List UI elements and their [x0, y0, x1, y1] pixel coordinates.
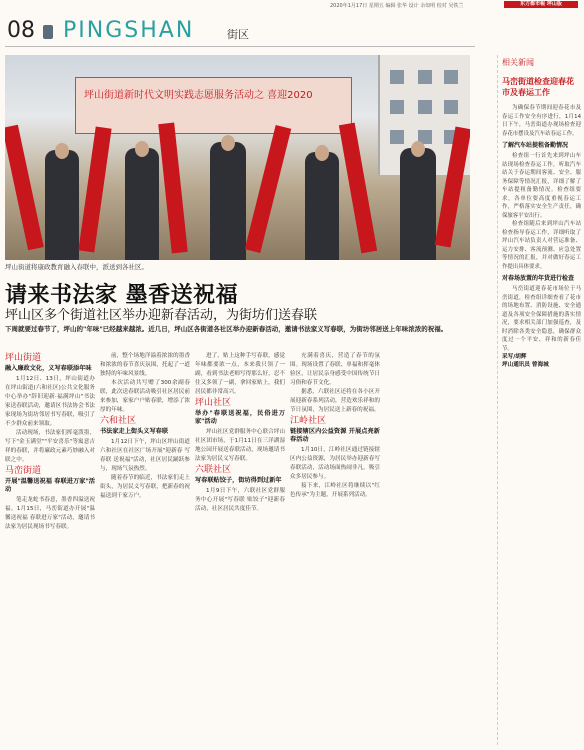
page-topline — [0, 0, 584, 9]
paragraph: 1月12日、13日，坪山街道办在坪山街道(六和社区)公共文化服务中心举办"辞旧迎新·福满坪山"书法家送春联活动，邀请区书法协会书法家现场为街坊邻居书写春联，吸引了不少群众前来领取。 — [5, 376, 95, 427]
couplet-scroll — [78, 126, 111, 252]
person-figure — [305, 152, 339, 260]
page-number: 08 — [7, 18, 35, 43]
subsection-heading: 对春场放置的年货进行检查 — [502, 275, 575, 282]
person-figure — [45, 150, 79, 260]
person-head — [55, 143, 69, 159]
person-figure — [125, 148, 159, 260]
page-icon — [43, 25, 53, 39]
newspaper-logo: 东方都市報 坪山版 — [504, 1, 578, 8]
article-subheadline: 坪山区多个街道社区举办迎新春活动，为街坊们送春联 — [5, 308, 318, 323]
paragraph: 笔走龙蛇书春意，墨香四溢送祝福。1月15日，马峦街道办开展"温馨送祝福 春联进万家"活动，邀请书法家为居民现场书写春联。 — [5, 497, 95, 530]
paragraph: 检查组随后来到坪山汽车站检查指导春运工作，详细听取了坪山汽车站负责人对营运准备、运力安排、客流预测、应急处置等情况的汇报，并对做好春运工作提出具体要求。 — [502, 221, 581, 270]
section-subtitle: 街区 — [227, 28, 249, 41]
paragraph: 接下来，江岭社区将继续以"红色传承"为主题，开展系列活动。 — [290, 483, 380, 498]
subsection-heading: 写春联贴饺子，街坊得到过新年 — [195, 477, 282, 484]
paragraph: 1月10日，江岭社区通过链接辖区内公益资源，为居民举办迎新春写春联活动，活动场面热闹非凡，吸引众多居民参与。 — [290, 447, 380, 480]
photo-caption: 坪山街道将康政教育融入春联中，派送到各社区。 — [5, 263, 148, 271]
related-news-sidebar — [497, 55, 581, 745]
subsection-heading: 融入廉政文化，义写春联添年味 — [5, 365, 92, 372]
person-figure — [210, 142, 246, 260]
article-column — [195, 352, 285, 514]
edition-meta: 2020年1月17日 星期五 编辑 张华 设计 余如明 校对 吴铁兰 — [330, 3, 464, 9]
news-photo — [5, 55, 470, 260]
person-head — [135, 141, 149, 157]
couplet-scroll — [5, 125, 44, 251]
paragraph: 为确保春节期间迎春花市及春运工作安全有序进行，1月14日下午，马峦街道办现场检查迎春花市摆设及汽车站春运工作。 — [502, 105, 581, 137]
event-banner — [75, 77, 352, 134]
paragraph: 本次活动共写赠了300余副春联，此次送春联活动吸引社区居民前来参加，家家户户贴春联，增添了浓厚的年味。 — [100, 380, 190, 413]
subsection-heading: 书法家走上街头义写春联 — [100, 428, 169, 435]
article-column — [5, 352, 95, 532]
paragraph: 活动现场，书法家们挥毫泼墨，写下"金玉满堂""平安喜乐"等寓意吉祥的春联，并将廉政元素巧妙融入对联之中。 — [5, 430, 95, 463]
article-column — [100, 352, 190, 501]
subsection-heading: 举办"春联送祝福，民俗进万家"活动 — [195, 410, 285, 425]
person-figure — [400, 148, 436, 260]
person-head — [315, 145, 329, 161]
paragraph: 前，整个场地洋溢着浓浓的墨香和浓浓的春节喜庆氛围，托起了一道独特的年味风景线。 — [100, 353, 190, 377]
couplet-scroll — [245, 125, 291, 253]
sidebar-body — [502, 104, 581, 353]
banner-text: 坪山街道新时代文明实践志愿服务活动之 喜迎2020 — [84, 90, 313, 101]
section-title: PINGSHAN — [63, 18, 195, 43]
paragraph: 随着春节的临近，书法家们走上街头，为居民义写春联，把新春的祝福送到千家万户。 — [100, 475, 190, 499]
sidebar-label: 相关新闻 — [502, 58, 534, 67]
person-head — [221, 135, 235, 151]
subsection-heading: 链接辖区内公益资源 开展点亮新春活动 — [290, 428, 380, 443]
sidebar-signature: 坪山通讯员 曾海城 — [502, 362, 549, 368]
subsection-heading: 开展"温馨送祝福 春联进万家"活动 — [5, 478, 95, 493]
community-heading: 马峦街道 — [5, 466, 42, 476]
paragraph: 充满着喜庆，营造了春节的氛围。现场设置了春联、单福和挥毫体验区，让居民亲身感受中国传统节日习俗和春节文化。 — [290, 353, 380, 386]
community-heading: 江岭社区 — [290, 416, 327, 426]
paragraph: 据悉，六联社区还将在各小区开展迎新春系列活动，营造欢乐祥和的节日氛围，为居民送上新春的祝福。 — [290, 389, 380, 413]
community-heading: 坪山街道 — [5, 353, 42, 363]
paragraph: 马峦街道迎春花市场位于马峦街道，检查组详细查看了花市的场地布置、消防设施、安全通道及各项安全保障措施的落实情况，要求相关部门加强巡查，及时消除各类安全隐患，确保群众度过一个平安、祥和的新春佳节。 — [502, 286, 581, 352]
sidebar-signature: 采写/胡辉 — [502, 354, 527, 360]
sidebar-title: 马峦街道检查迎春花市及春运工作 — [502, 77, 574, 97]
paragraph: 进了，贴上这种手写春联，感觉年味都要浓一点，本来我只领了一副，看到书法老师写得那么好，忍不住又多领了一副，拿回家贴上，我们居民都非常高兴。 — [195, 353, 285, 395]
paragraph: 坪山社区党群服务中心联合坪山社区团市场，于1月11日在三洋湖湿地公园开展送春联活动，现场邀请书法家为居民义写春联。 — [195, 429, 285, 462]
person-head — [411, 141, 425, 157]
paragraph: 检查组一行首先来到坪山车站现场检查春运工作，听取汽车站关于春运期间客流、安全、服务保障等情况汇报，详细了解了车站提租备勤情况。检查组要求，各单位要高度重视春运工作，严格落实安全生产责任，确保旅客平安出行。 — [502, 153, 581, 219]
header-divider — [5, 46, 475, 47]
community-heading: 六和社区 — [100, 416, 137, 426]
article-column — [290, 352, 380, 500]
community-heading: 坪山社区 — [195, 398, 232, 408]
article-lead: 下周就要过春节了，坪山的"年味"已经越来越浓。近几日，坪山区各街道各社区举办迎新春活动，邀请书法家义写春联，为街坊邻居送上年味浓浓的祝福。 — [5, 325, 448, 333]
page-header — [5, 14, 583, 48]
subsection-heading: 了解汽车站提租备勤情况 — [502, 142, 569, 149]
article-headline: 请来书法家 墨香送祝福 — [5, 283, 239, 308]
community-heading: 六联社区 — [195, 465, 232, 475]
couplet-scroll — [339, 123, 377, 254]
paragraph: 1月12日下午，坪山区坪山街道六和社区在社区广场开展"迎新春 写春联 送祝福"活动，社区居民踊跃参与，现场气氛热烈。 — [100, 439, 190, 472]
paragraph: 1月9日下午，六联社区党群服务中心开展"写春联 贴饺子"迎新春活动，社区居民共度佳节。 — [195, 488, 285, 512]
couplet-scroll — [158, 123, 188, 254]
